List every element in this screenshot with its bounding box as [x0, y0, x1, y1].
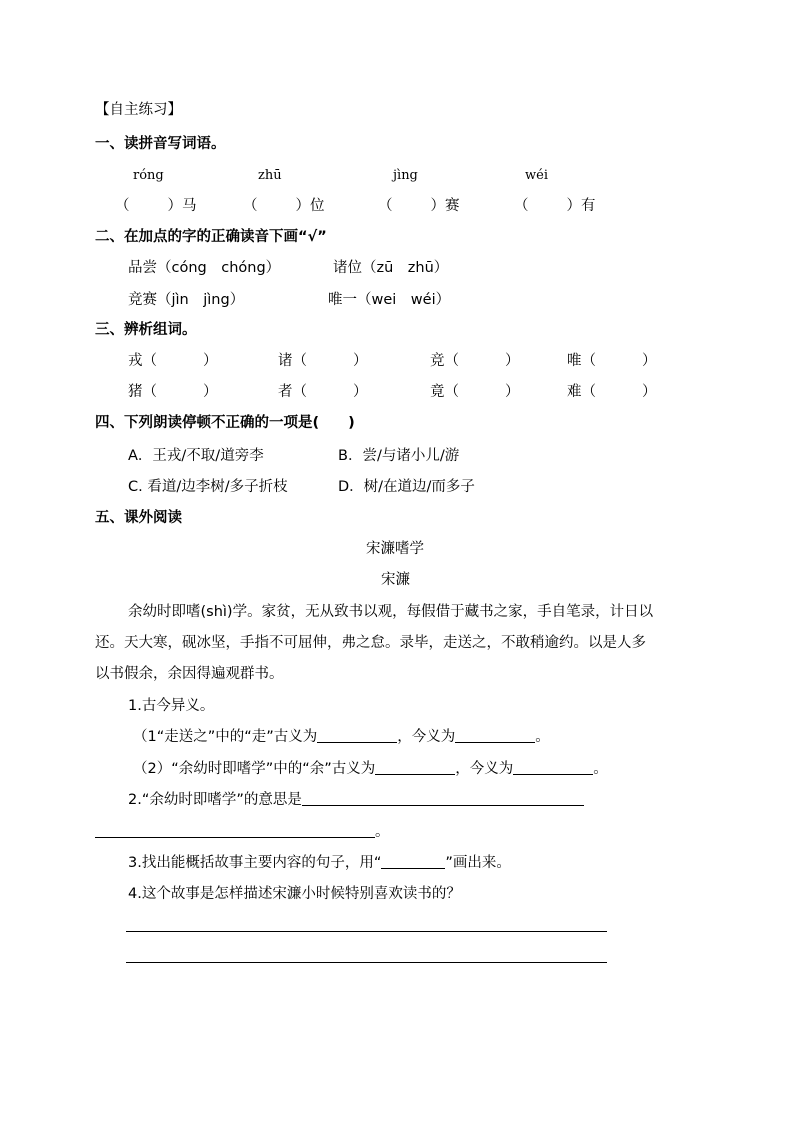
answer-blank-1b-modern[interactable] [513, 760, 593, 775]
answer-blank-1a-ancient[interactable] [317, 728, 397, 743]
answer-blank-1b-ancient[interactable] [375, 760, 455, 775]
word-group-6[interactable]: 者（ ） [278, 384, 368, 400]
reading-item-1[interactable]: 品尝（cóng chóng） [128, 260, 281, 276]
section-2-title: 二、在加点的字的正确读音下画“√” [95, 229, 327, 245]
passage-line-2: 还。天大寒，砚冰坚，手指不可屈伸，弗之怠。录毕，走送之，不敢稍逾约。以是人多 [95, 635, 646, 651]
passage-line-1: 余幼时即嗜(shì)学。家贫，无从致书以观，每假借于藏书之家，手自笔录，计日以 [128, 604, 654, 620]
answer-blank-1a-modern[interactable] [455, 728, 535, 743]
passage-line-3: 以书假余，余因得遍观群书。 [95, 666, 284, 682]
word-group-1[interactable]: 戎（ ） [128, 353, 218, 369]
reading-item-2[interactable]: 诸位（zū zhū） [333, 260, 449, 276]
word-blank-2[interactable]: （ ）位 [243, 198, 325, 214]
section-3-title: 三、辨析组词。 [95, 322, 197, 338]
reading-item-3[interactable]: 竞赛（jìn jìng） [128, 292, 245, 308]
section-5-title: 五、课外阅读 [95, 510, 182, 526]
word-group-4[interactable]: 唯（ ） [567, 353, 657, 369]
question-2: 2.“余幼时即嗜学”的意思是 [128, 790, 584, 810]
answer-line-2a[interactable] [302, 791, 584, 806]
question-4: 4.这个故事是怎样描述宋濂小时候特别喜欢读书的？ [128, 886, 461, 902]
word-group-8[interactable]: 难（ ） [567, 384, 657, 400]
question-2-continued: 。 [95, 822, 390, 842]
option-b[interactable]: B．尝/与诸小儿/游 [338, 448, 460, 464]
word-blank-4[interactable]: （ ）有 [514, 198, 596, 214]
word-group-3[interactable]: 竞（ ） [430, 353, 520, 369]
answer-line-4b[interactable] [126, 962, 607, 963]
question-3: 3.找出能概括故事主要内容的句子，用“ ”画出来。 [128, 855, 511, 871]
section-header: 【自主练习】 [95, 102, 182, 118]
pinyin-3: jìng [393, 168, 418, 183]
passage-author: 宋濂 [381, 572, 410, 588]
word-group-7[interactable]: 竟（ ） [430, 384, 520, 400]
reading-item-4[interactable]: 唯一（wei wéi） [328, 292, 451, 308]
word-group-5[interactable]: 猪（ ） [128, 384, 218, 400]
question-1a: （1“走送之”中的“走”古义为 ，今义为 。 [133, 729, 550, 745]
answer-line-2b[interactable] [95, 823, 375, 838]
pinyin-1: róng [133, 168, 164, 183]
question-1-title: 1.古今异义。 [128, 698, 215, 714]
section-4-title: 四、下列朗读停顿不正确的一项是( ) [95, 415, 355, 431]
option-d[interactable]: D．树/在道边/而多子 [338, 479, 475, 495]
pinyin-2: zhū [258, 168, 282, 183]
answer-line-4a[interactable] [126, 931, 607, 932]
option-c[interactable]: C. 看道/边李树/多子折枝 [128, 479, 288, 495]
word-blank-1[interactable]: （ ）马 [115, 198, 197, 214]
pinyin-4: wéi [525, 168, 548, 183]
passage-title: 宋濂嗜学 [366, 541, 424, 557]
word-group-2[interactable]: 诸（ ） [278, 353, 368, 369]
question-1b: （2）“余幼时即嗜学”中的“余”古义为 ，今义为 。 [133, 761, 608, 777]
option-a[interactable]: A．王戎/不取/道旁李 [128, 448, 264, 464]
section-1-title: 一、读拼音写词语。 [95, 136, 226, 152]
word-blank-3[interactable]: （ ）赛 [378, 198, 460, 214]
answer-blank-3[interactable] [381, 854, 445, 869]
